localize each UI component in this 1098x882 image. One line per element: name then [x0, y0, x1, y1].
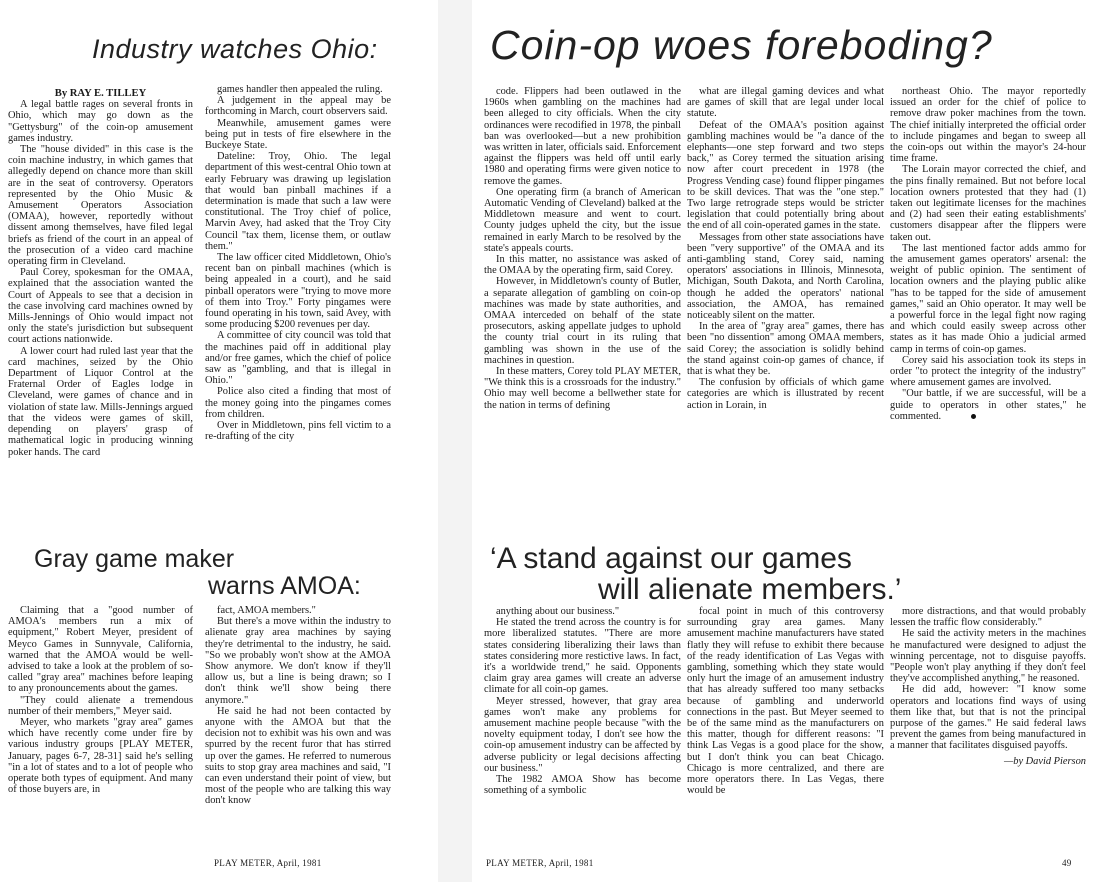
paragraph: Paul Corey, spokesman for the OMAA, explained that the association wanted the Court of Appeals to see that a decision in the case involving card machines owned by Mills-Jennings of Ohio would impact not only the state's jurisdiction but subsequent court actions nationwide.	[8, 267, 193, 346]
article-column	[687, 86, 884, 536]
article-column	[890, 86, 1086, 536]
paragraph: "They could alienate a tremendous number of their members," Meyer said.	[8, 694, 193, 717]
paragraph: He said he had not been contacted by anyone with the AMOA but that the decision not to exhibit was his own and was spurred by the recent furor that has stirred up over the games. He referred to numerous suits to stop gray area machines and said, "I can even understand their point of view, but most of the people who are talking this way don't know	[205, 705, 391, 807]
paragraphs	[890, 86, 1086, 422]
article-column	[205, 605, 391, 861]
paragraphs	[890, 606, 1086, 752]
headline-industry-watches-ohio: Industry watches Ohio:	[92, 34, 378, 64]
page-folio: PLAY METER, April, 1981	[486, 858, 594, 868]
paragraph: The law officer cited Middletown, Ohio's recent ban on pinball machines (which is being appealed in a court), and he said pinball operators were "trying to move more of them into Troy." Forty pingames were found operating in his town, said Avey, with some producing $200 revenues per day.	[205, 252, 391, 331]
paragraph: code. Flippers had been outlawed in the 1960s when gambling on the machines had been alleged to city officials. When the city ordinances were recodified in 1978, the pinball ban was overlooked—but a new prohibition was written in later, officials said. Enforcement against the flippers was held off until early 1980 and operating firms were given notice to remove the games.	[484, 86, 681, 187]
paragraph: Police also cited a finding that most of the money going into the pingames comes from children.	[205, 386, 391, 420]
page-gutter	[438, 0, 472, 882]
article-column	[687, 606, 884, 862]
paragraph: focal point in much of this controversy surrounding gray area games. Many amusement machine manufacturers have stated flatly they will refuse to exhibit there because of the ready identification of Las Vegas with gambling, something which they state would only hurt the image of an amusement industry that has already suffered too many setbacks because of gambling and underworld connections in the past. But Meyer seemed to be of the same mind as the manufacturers on this matter, though for different reasons: "I think Las Vegas is a good place for the show, but I don't think you can beat Chicago. Chicago is more centralized, and there are more operators there. In Las Vegas, there would be	[687, 606, 884, 797]
paragraph: Messages from other state associations have been "very supportive" of the OMAA and its anti-gambling stand, Corey said, naming operators' associations in Illinois, Minnesota, Michigan, South Dakota, and North Carolina, though he added the operators' national association, the AMOA, has remained noticeably silent on the matter.	[687, 231, 884, 322]
paragraph: Meyer stressed, however, that gray area games won't make any problems for amusement machine people because "with the novelty equipment today, I don't see how the coin-op amusement industry can be affected by adverse publicity or legal decisions affecting our business."	[484, 695, 681, 774]
paragraph: anything about our business."	[496, 606, 620, 617]
paragraph: He said the activity meters in the machines he manufactured were designed to adjust the winning percentage, not to disguise payoffs. "People won't play anything if they don't feel they've accomplished anything," he reasoned.	[890, 628, 1086, 685]
paragraph: Corey said his association took its steps in order "to protect the integrity of the industry" where amusement games are involved.	[890, 354, 1086, 389]
article-column	[484, 86, 681, 536]
page-number: 49	[1062, 858, 1072, 868]
byline: By RAY E. TILLEY	[54, 88, 147, 99]
article-column	[484, 606, 681, 862]
article-column	[8, 88, 193, 536]
right-page	[472, 0, 1098, 882]
paragraph: northeast Ohio. The mayor reportedly issued an order for the chief of police to remove draw poker machines from the town. The chief initially interpreted the official order to include pingames and began to sweep all the coin-ops out within the mayor's 24-hour time frame.	[890, 86, 1086, 165]
paragraph: Claiming that a "good number of AMOA's members run a mix of equipment," Robert Meyer, president of Meyco Games in Sunnyvale, California, warned that the AMOA would be well-advised to take a look at the problem of so-called "gray area" machines before leaping to any pronouncements about the games.	[8, 605, 193, 695]
paragraph: Dateline: Troy, Ohio. The legal department of this west-central Ohio town at early February was drawing up legislation that would ban pinball machines if a determination is made that such a law were constitutional. The Troy chief of police, Marvin Avey, had asked that the Troy City Council "tax them, license them, or outlaw them."	[205, 151, 391, 252]
paragraph: more distractions, and that would probably lessen the traffic flow considerably."	[890, 606, 1086, 629]
paragraph: A judgement in the appeal may be forthcoming in March, court observers said.	[205, 95, 391, 118]
paragraph: Meanwhile, amusement games were being put in tests of fire elsewhere in the Buckeye State.	[205, 117, 391, 152]
paragraph: The last mentioned factor adds ammo for the amusement games operators' arsenal: the weight of public opinion. The sentiment of location owners and the playing public alike "has to be tapped for the side of amusement games," said an Ohio operator. It may well be a powerful force in the legal fight now raging and which could easily sweep across other states as it has made Ohio a judicial armed camp in terms of coin-op games.	[890, 242, 1086, 355]
paragraph: But there's a move within the industry to alienate gray area machines by saying they're detrimental to the industry, he said. "So we probably won't show at the AMOA Show anymore. We don't know if they'll allow us, but a line is being drawn; so I don't think we'll show being there anymore."	[205, 616, 391, 706]
paragraph: A legal battle rages on several fronts in Ohio, which may go down as the "Gettysburg" of the coin-op amusement games industry.	[8, 99, 193, 144]
headline-coin-op-woes: Coin-op woes foreboding?	[490, 22, 993, 68]
paragraph: Defeat of the OMAA's position against gambling machines would be "a dance of the elephants—one step forward and two steps back," as Corey termed the situation arising now after court precedent in 1978 (the Progress Vending case) found flipper pingames to be skill devices. That was the "one step." Two large retrograde steps would be stricter legislation that could potentially bring about the end of all coin-operated games in the state.	[687, 119, 884, 232]
author-credit: —by David Pierson	[1004, 755, 1086, 767]
paragraph: The 1982 AMOA Show has become something of a symbolic	[484, 774, 681, 797]
paragraph: Meyer, who markets "gray area" games which have recently come under fire by various industry groups [PLAY METER, January, pages 6-7, 28-31] said he's selling "in a lot of states and to a lot of people who operate both types of equipment. And many of those buyers are, in	[8, 717, 193, 796]
paragraph: The confusion by officials of which game categories are which is illustrated by recent action in Lorain, in	[687, 377, 884, 411]
headline-gray-game-maker: Gray game maker	[34, 545, 235, 573]
page-folio: PLAY METER, April, 1981	[214, 858, 322, 868]
article-column	[890, 606, 1086, 862]
paragraph: A committee of city council was told that the machines paid off in additional play and/or free games, which the chief of police saw as "gambling, and that is illegal in Ohio."	[205, 330, 391, 387]
paragraph: In this matter, no assistance was asked of the OMAA by the operating firm, said Corey.	[484, 254, 681, 277]
paragraph: fact, AMOA members."	[217, 605, 316, 616]
headline-warns-amoa: warns AMOA:	[208, 572, 361, 600]
paragraph: However, in Middletown's county of Butler, a separate allegation of gambling on coin-op machines was made by state authorities, and OMAA interceded on behalf of the state prosecutors, asking appellate judges to uphold the county trial court in its ruling that gambling was shown in the use of the machines in question.	[484, 276, 681, 366]
paragraph: what are illegal gaming devices and what are games of skill that are legal under local statute.	[687, 86, 884, 120]
left-page	[0, 0, 438, 882]
paragraph: One operating firm (a branch of American Automatic Vending of Cleveland) balked at the Middletown measure and went to court. County judges upheld the city, but the issue remained in early March to be resolved by the state's appeals courts.	[484, 186, 681, 254]
paragraph: In these matters, Corey told PLAY METER, "We think this is a crossroads for the industry." Ohio may well become a bellwether state for the nation in terms of defining	[484, 366, 681, 411]
paragraph: In the area of "gray area" games, there has been "no dissention" among OMAA members, said Corey; the association is solidly behind the stand against coin-op games of chance, if that is what they be.	[687, 321, 884, 378]
end-of-story-mark	[971, 414, 976, 419]
headline-will-alienate: will alienate members.’	[598, 573, 902, 606]
headline-a-stand-against: ‘A stand against our games	[490, 542, 852, 575]
paragraph: Over in Middletown, pins fell victim to a re-drafting of the city	[205, 420, 391, 443]
paragraph: A lower court had ruled last year that the card machines, seized by the Ohio Department of Liquor Control at the Fraternal Order of Eagles lodge in Cleveland, were games of chance and in violation of state law. Mills-Jennings argued that the videos were games of skill, depending on players' grasp of mathematical logic in producing winning poker hands. The card	[8, 345, 193, 458]
paragraph: He did add, however: "I know some operators and locations find ways of using them like that, but that is not the principal purpose of the games." He said federal laws prevent the games from being manufactured in a manner that facilitates disguised payoffs.	[890, 684, 1086, 752]
article-column	[8, 605, 193, 861]
paragraphs	[8, 99, 193, 458]
article-column	[205, 84, 391, 536]
paragraph: "Our battle, if we are successful, will be a guide to operators in other states," he commented.	[890, 388, 1086, 422]
paragraph: The "house divided" in this case is the coin machine industry, in which games that allegedly depend on chance more than skill are in the seat of controversy. Operators represented by the Ohio Music & Amusement Operators Association (OMAA), however, reportedly without dissent among themselves, have filed legal briefs as friend of the court in an appeal of the prosecution of a video card machine operating firm in Cleveland.	[8, 144, 193, 268]
paragraph: He stated the trend across the country is for more liberalized statutes. "There are more states considering liberalizing their laws than states considering more restictive laws. In fact, it's a worldwide trend," he said. Opponents claim gray area games will create an adverse climate for all coin-op games.	[484, 617, 681, 696]
paragraph: The Lorain mayor corrected the chief, and the pins finally remained. But not before local location owners protested that they had (1) taken out legitimate licenses for the machines and (2) had seen their eating establishments' customers disappear after the flippers were taken out.	[890, 164, 1086, 243]
paragraph: games handler then appealed the ruling.	[217, 84, 383, 95]
